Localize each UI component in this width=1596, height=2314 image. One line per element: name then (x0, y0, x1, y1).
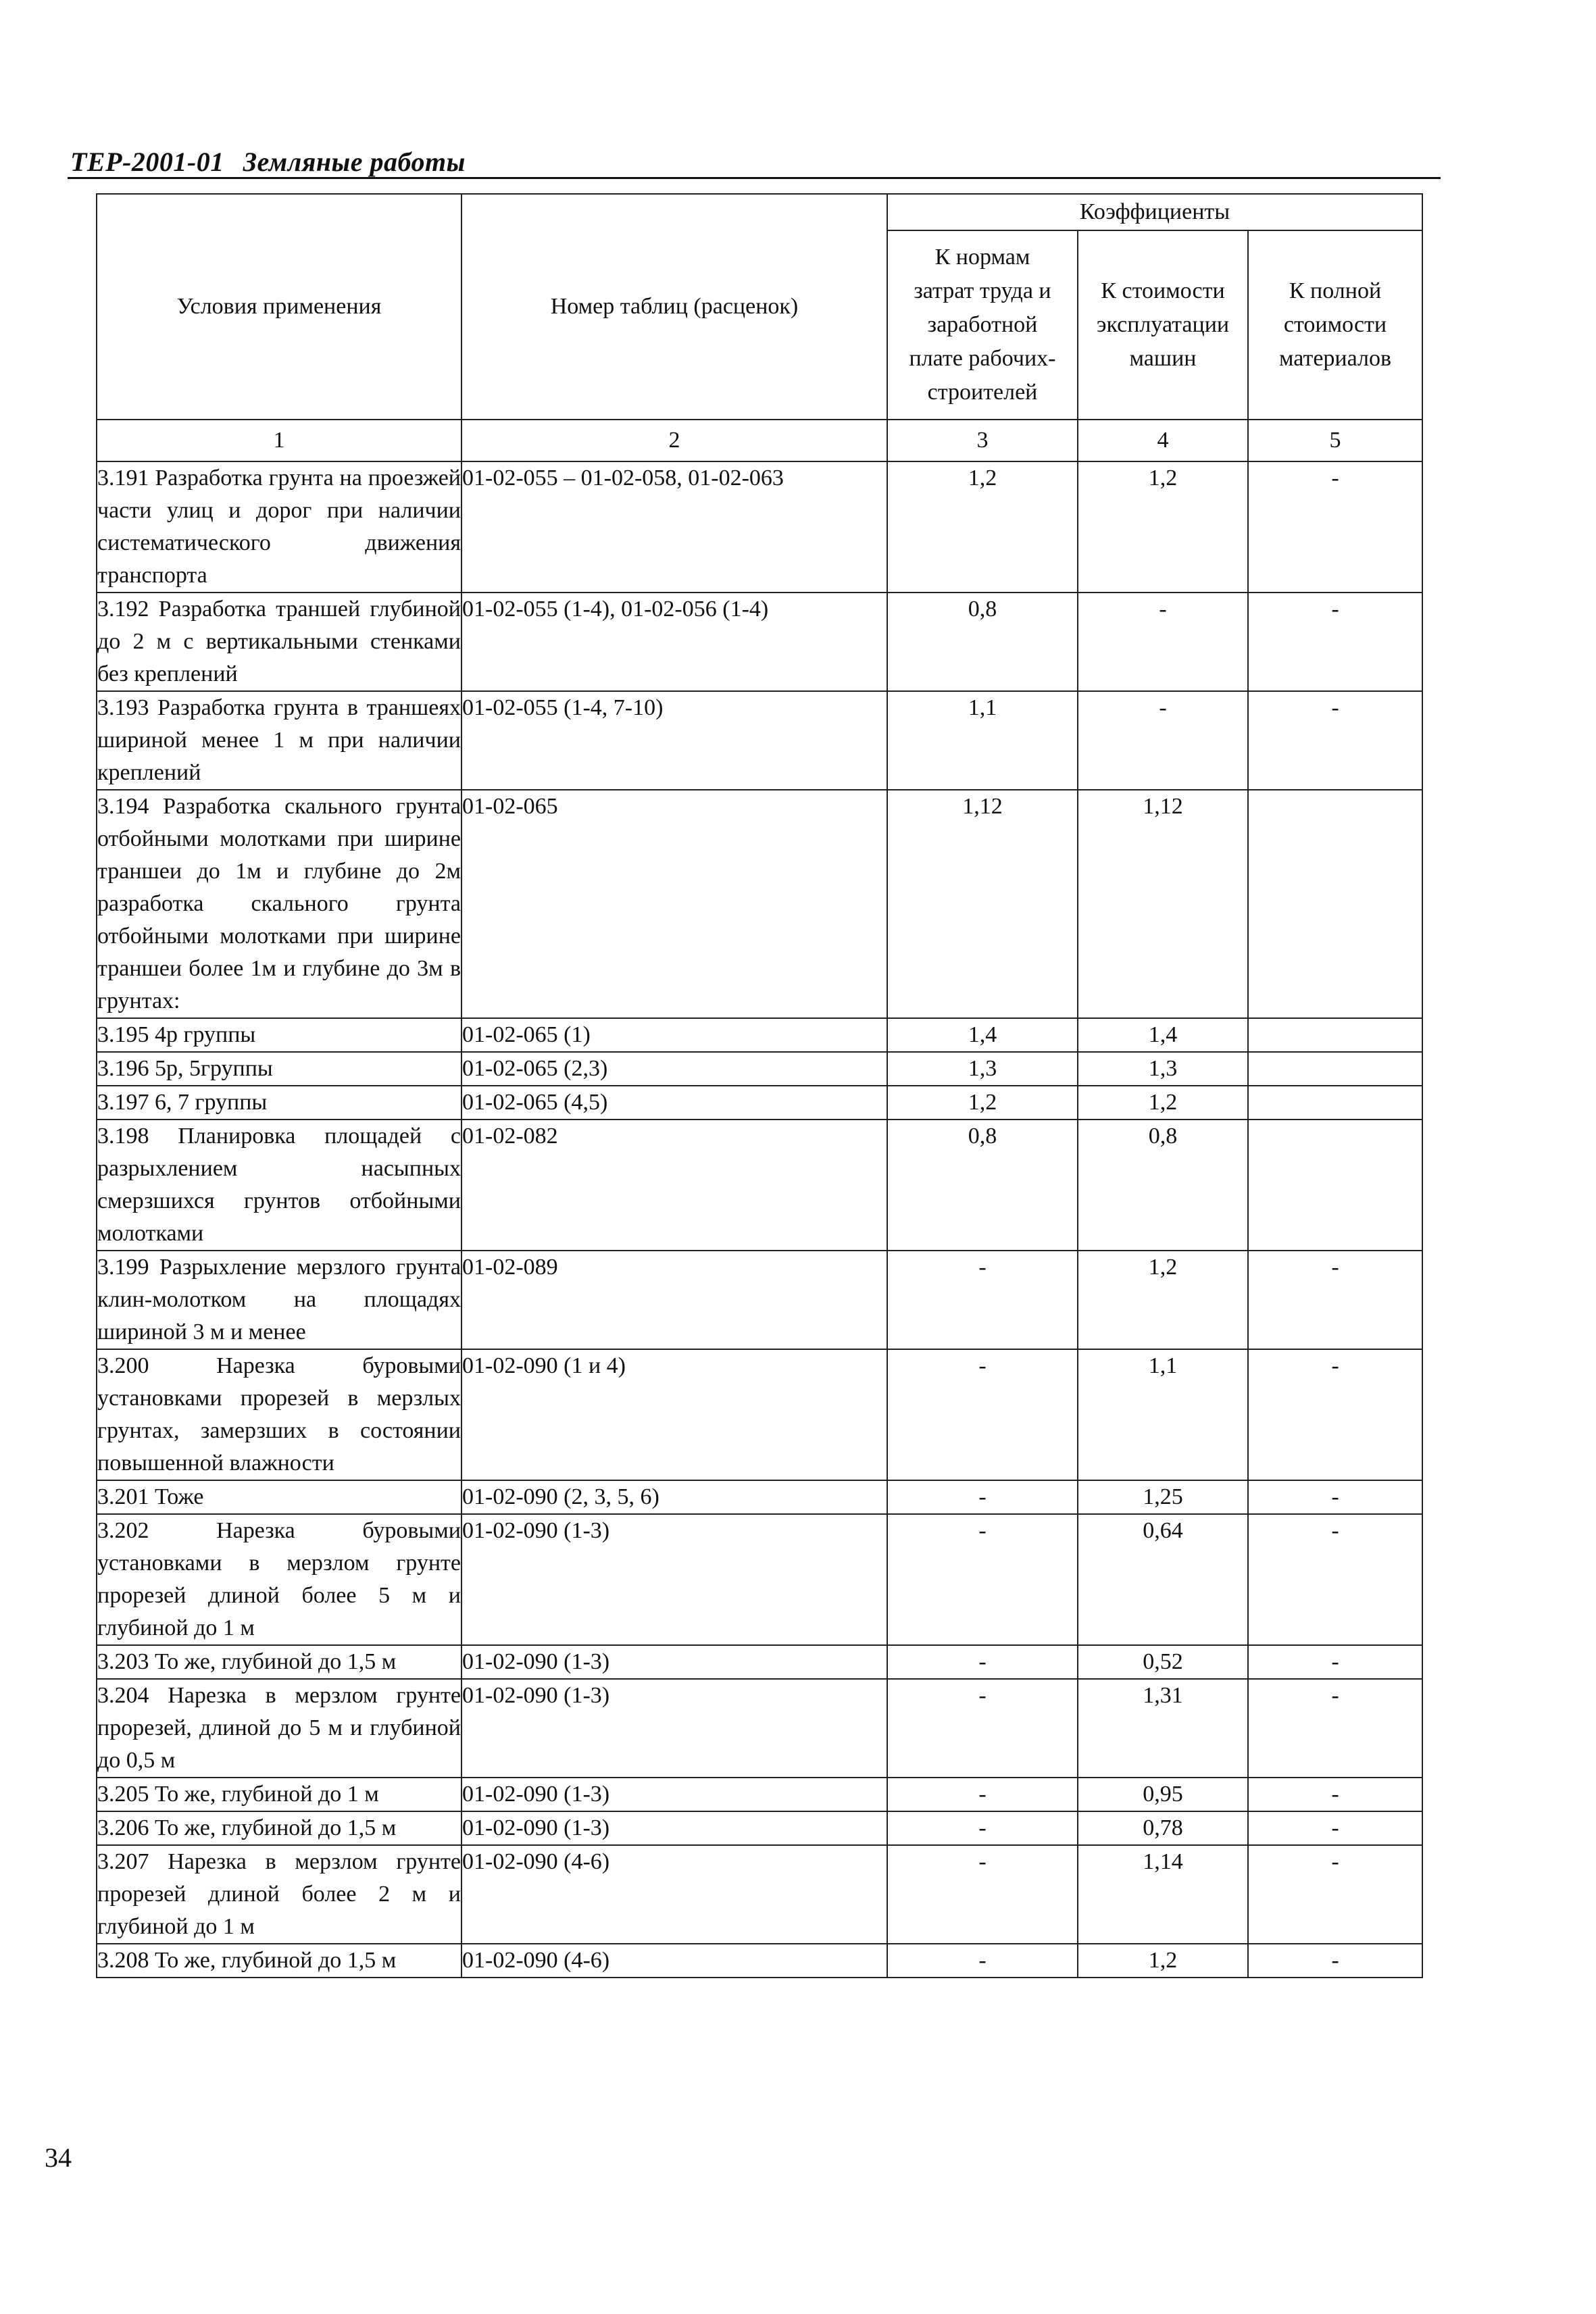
row-materials-coefficient: - (1248, 1251, 1422, 1349)
row-table-numbers: 01-02-055 (1-4), 01-02-056 (1-4) (462, 593, 887, 691)
row-machines-coefficient: 1,4 (1078, 1018, 1248, 1052)
row-condition: 3.204 Нарезка в мерзлом грунте прорезей, длиной до 5 м и глубиной до 0,5 м (97, 1679, 462, 1778)
row-condition: 3.193 Разработка грунта в траншеях шириной менее 1 м при наличии креплений (97, 691, 462, 790)
table-row (97, 1514, 1422, 1645)
header-rule (68, 177, 1441, 179)
row-materials-coefficient: - (1248, 1944, 1422, 1978)
row-machines-coefficient: 1,2 (1078, 461, 1248, 593)
row-materials-coefficient: - (1248, 1679, 1422, 1778)
row-machines-coefficient: 1,12 (1078, 790, 1248, 1018)
header-machines: К стоимости эксплуатации машин (1078, 230, 1248, 420)
row-table-numbers: 01-02-089 (462, 1251, 887, 1349)
row-machines-coefficient: 0,95 (1078, 1778, 1248, 1811)
row-labor-coefficient: - (887, 1778, 1078, 1811)
row-materials-coefficient: - (1248, 461, 1422, 593)
row-labor-coefficient: - (887, 1845, 1078, 1944)
row-labor-coefficient: 1,1 (887, 691, 1078, 790)
header-coefficients: Коэффициенты (887, 194, 1422, 230)
row-labor-coefficient: 1,4 (887, 1018, 1078, 1052)
row-table-numbers: 01-02-090 (4-6) (462, 1944, 887, 1978)
row-labor-coefficient: - (887, 1811, 1078, 1845)
table-row (97, 461, 1422, 593)
row-machines-coefficient: 1,25 (1078, 1480, 1248, 1514)
row-condition: 3.199 Разрыхление мерзлого грунта клин-молотком на площадях шириной 3 м и менее (97, 1251, 462, 1349)
row-machines-coefficient: 1,31 (1078, 1679, 1248, 1778)
row-table-numbers: 01-02-065 (2,3) (462, 1052, 887, 1086)
row-labor-coefficient: 0,8 (887, 593, 1078, 691)
row-machines-coefficient: 1,3 (1078, 1052, 1248, 1086)
header-materials: К полной стоимости материалов (1248, 230, 1422, 420)
table-row (97, 1052, 1422, 1086)
table-row (97, 1811, 1422, 1845)
table-row (97, 1645, 1422, 1679)
row-table-numbers: 01-02-090 (1-3) (462, 1514, 887, 1645)
row-materials-coefficient: - (1248, 1811, 1422, 1845)
table-row (97, 1845, 1422, 1944)
row-materials-coefficient (1248, 1120, 1422, 1251)
table-row (97, 691, 1422, 790)
table-row (97, 1251, 1422, 1349)
row-table-numbers: 01-02-055 – 01-02-058, 01-02-063 (462, 461, 887, 593)
row-machines-coefficient: 1,1 (1078, 1349, 1248, 1480)
row-materials-coefficient: - (1248, 1645, 1422, 1679)
row-table-numbers: 01-02-065 (1) (462, 1018, 887, 1052)
table-row (97, 1120, 1422, 1251)
row-condition: 3.201 Тоже (97, 1480, 462, 1514)
row-table-numbers: 01-02-090 (1 и 4) (462, 1349, 887, 1480)
table-row (97, 1018, 1422, 1052)
row-condition: 3.206 То же, глубиной до 1,5 м (97, 1811, 462, 1845)
row-materials-coefficient: - (1248, 1480, 1422, 1514)
row-machines-coefficient: 1,2 (1078, 1086, 1248, 1120)
header-conditions: Условия применения (97, 194, 462, 420)
row-condition: 3.195 4р группы (97, 1018, 462, 1052)
row-labor-coefficient: - (887, 1679, 1078, 1778)
row-materials-coefficient: - (1248, 1778, 1422, 1811)
row-condition: 3.203 То же, глубиной до 1,5 м (97, 1645, 462, 1679)
row-materials-coefficient (1248, 1052, 1422, 1086)
row-labor-coefficient: - (887, 1480, 1078, 1514)
row-condition: 3.205 То же, глубиной до 1 м (97, 1778, 462, 1811)
row-labor-coefficient: - (887, 1251, 1078, 1349)
table-row (97, 790, 1422, 1018)
row-machines-coefficient: 0,64 (1078, 1514, 1248, 1645)
row-table-numbers: 01-02-090 (1-3) (462, 1679, 887, 1778)
row-table-numbers: 01-02-090 (4-6) (462, 1845, 887, 1944)
document-code: ТЕР-2001-01 (70, 147, 224, 177)
row-condition: 3.208 То же, глубиной до 1,5 м (97, 1944, 462, 1978)
page-number: 34 (45, 2142, 72, 2173)
row-machines-coefficient: 1,2 (1078, 1944, 1248, 1978)
table-row (97, 1480, 1422, 1514)
table-row (97, 1944, 1422, 1978)
table-row (97, 1086, 1422, 1120)
table-row (97, 1778, 1422, 1811)
row-labor-coefficient: - (887, 1645, 1078, 1679)
row-labor-coefficient: - (887, 1349, 1078, 1480)
row-machines-coefficient: 0,8 (1078, 1120, 1248, 1251)
page-header (70, 146, 466, 178)
row-condition: 3.191 Разработка грунта на проезжей части улиц и дорог при наличии систематического движения транспорта (97, 461, 462, 593)
coefficients-table (96, 193, 1423, 1978)
row-materials-coefficient (1248, 1086, 1422, 1120)
row-machines-coefficient: - (1078, 691, 1248, 790)
row-machines-coefficient: 0,52 (1078, 1645, 1248, 1679)
column-number: 2 (462, 420, 887, 461)
column-number: 5 (1248, 420, 1422, 461)
row-materials-coefficient: - (1248, 1349, 1422, 1480)
row-table-numbers: 01-02-090 (1-3) (462, 1778, 887, 1811)
row-table-numbers: 01-02-082 (462, 1120, 887, 1251)
row-labor-coefficient: 0,8 (887, 1120, 1078, 1251)
row-labor-coefficient: 1,3 (887, 1052, 1078, 1086)
row-materials-coefficient: - (1248, 593, 1422, 691)
row-materials-coefficient: - (1248, 1514, 1422, 1645)
row-condition: 3.194 Разработка скального грунта отбойными молотками при ширине траншеи до 1м и глубине до 2м разработка скального грунта отбойными молотками при ширине траншеи более 1м и глубине до 3м в грунтах: (97, 790, 462, 1018)
row-materials-coefficient: - (1248, 1845, 1422, 1944)
row-labor-coefficient: 1,2 (887, 461, 1078, 593)
row-machines-coefficient: - (1078, 593, 1248, 691)
document-section-title: Земляные работы (243, 147, 466, 177)
row-machines-coefficient: 0,78 (1078, 1811, 1248, 1845)
row-condition: 3.198 Планировка площадей с разрыхлением насыпных смерзшихся грунтов отбойными молотками (97, 1120, 462, 1251)
table-row (97, 1349, 1422, 1480)
row-condition: 3.202 Нарезка буровыми установками в мерзлом грунте прорезей длиной более 5 м и глубиной до 1 м (97, 1514, 462, 1645)
row-table-numbers: 01-02-065 (462, 790, 887, 1018)
row-table-numbers: 01-02-090 (1-3) (462, 1645, 887, 1679)
column-number: 3 (887, 420, 1078, 461)
row-condition: 3.197 6, 7 группы (97, 1086, 462, 1120)
table-row (97, 593, 1422, 691)
table-row (97, 1679, 1422, 1778)
header-labor: К нормам затрат труда и заработной плате рабочих-строителей (887, 230, 1078, 420)
row-machines-coefficient: 1,14 (1078, 1845, 1248, 1944)
row-labor-coefficient: 1,2 (887, 1086, 1078, 1120)
row-condition: 3.192 Разработка траншей глубиной до 2 м с вертикальными стенками без креплений (97, 593, 462, 691)
column-number: 1 (97, 420, 462, 461)
row-table-numbers: 01-02-090 (2, 3, 5, 6) (462, 1480, 887, 1514)
row-condition: 3.207 Нарезка в мерзлом грунте прорезей длиной более 2 м и глубиной до 1 м (97, 1845, 462, 1944)
row-condition: 3.200 Нарезка буровыми установками прорезей в мерзлых грунтах, замерзших в состоянии повышенной влажности (97, 1349, 462, 1480)
row-machines-coefficient: 1,2 (1078, 1251, 1248, 1349)
header-table-numbers: Номер таблиц (расценок) (462, 194, 887, 420)
row-labor-coefficient: - (887, 1514, 1078, 1645)
row-table-numbers: 01-02-055 (1-4, 7-10) (462, 691, 887, 790)
row-condition: 3.196 5р, 5группы (97, 1052, 462, 1086)
row-materials-coefficient: - (1248, 691, 1422, 790)
row-labor-coefficient: - (887, 1944, 1078, 1978)
row-materials-coefficient (1248, 790, 1422, 1018)
row-table-numbers: 01-02-090 (1-3) (462, 1811, 887, 1845)
column-number: 4 (1078, 420, 1248, 461)
row-table-numbers: 01-02-065 (4,5) (462, 1086, 887, 1120)
row-materials-coefficient (1248, 1018, 1422, 1052)
row-labor-coefficient: 1,12 (887, 790, 1078, 1018)
